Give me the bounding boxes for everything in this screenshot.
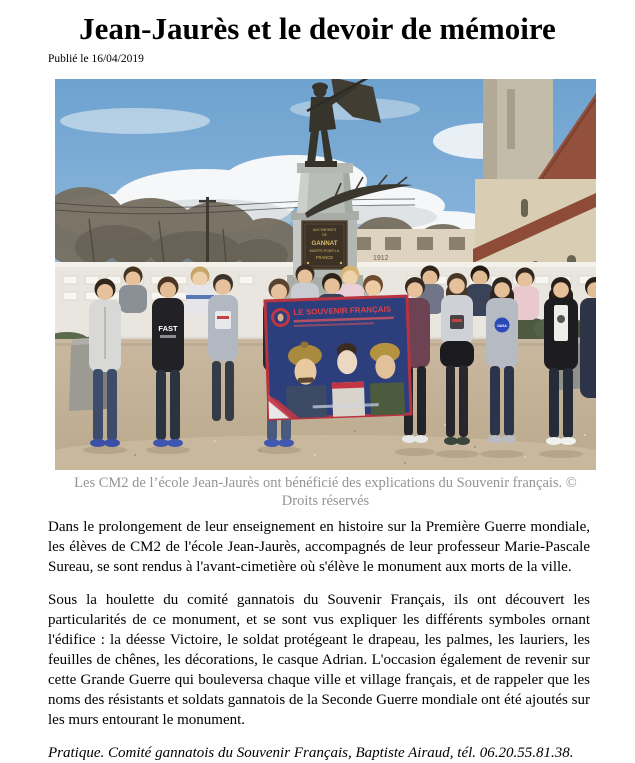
svg-text:AUX ENFANTS: AUX ENFANTS: [312, 228, 337, 232]
wall-year-inscription: 1912: [373, 255, 389, 262]
article-paragraph: Sous la houlette du comité gannatois du Souvenir Français, ils ont découvert les particularités de ce monument, et se sont vus expliquer les différents symboles ornant l'édifice : la déesse Victoire, le soldat protégeant le drapeau, les palmes, les lauriers, les feuilles de chênes, les décorations, le casque Adrian. L'occasion également de revenir sur cette Grande Guerre qui bouleversa chaque ville et village français, et de rappeler que les noms des résistants et soldats gannatois de la Seconde Guerre mondiale ont été ajoutés sur les murs entourant le monument.: [48, 592, 590, 728]
shirt-text: FAST: [158, 324, 178, 333]
practical-info: Pratique. Comité gannatois du Souvenir Français, Baptiste Airaud, tél. 06.20.55.81.38.: [48, 745, 574, 761]
svg-text:DE: DE: [322, 233, 327, 237]
publish-date: Publié le 16/04/2019: [48, 53, 144, 65]
svg-text:MORTS POUR LA: MORTS POUR LA: [309, 249, 340, 253]
souvenir-francais-banner: [265, 296, 411, 419]
article-paragraph: Dans le prolongement de leur enseignement en histoire sur la Première Guerre mondiale, les élèves de CM2 de l'école Jean-Jaurès, accompagnés de leur professeur Marie-Pascale Sureau, se sont rendus à l'avant-cimetière où s'élève le monument aux morts de la ville.: [48, 519, 590, 575]
article-photo: [55, 79, 596, 470]
article-photo-figure: [55, 79, 596, 510]
nasa-logo-text: NASA: [497, 324, 507, 328]
page-title: Jean-Jaurès et le devoir de mémoire: [79, 11, 556, 46]
svg-text:GANNAT: GANNAT: [311, 240, 338, 247]
banner-title: LE SOUVENIR FRANÇAIS: [293, 304, 392, 318]
article-page: [0, 11, 635, 761]
memorial-plaque: [302, 221, 347, 269]
svg-text:FRANCE: FRANCE: [315, 255, 334, 260]
article-body: [0, 517, 635, 763]
photo-caption: Les CM2 de l’école Jean-Jaurès ont bénéficié des explications du Souvenir français. © Droits réservés: [74, 475, 577, 509]
